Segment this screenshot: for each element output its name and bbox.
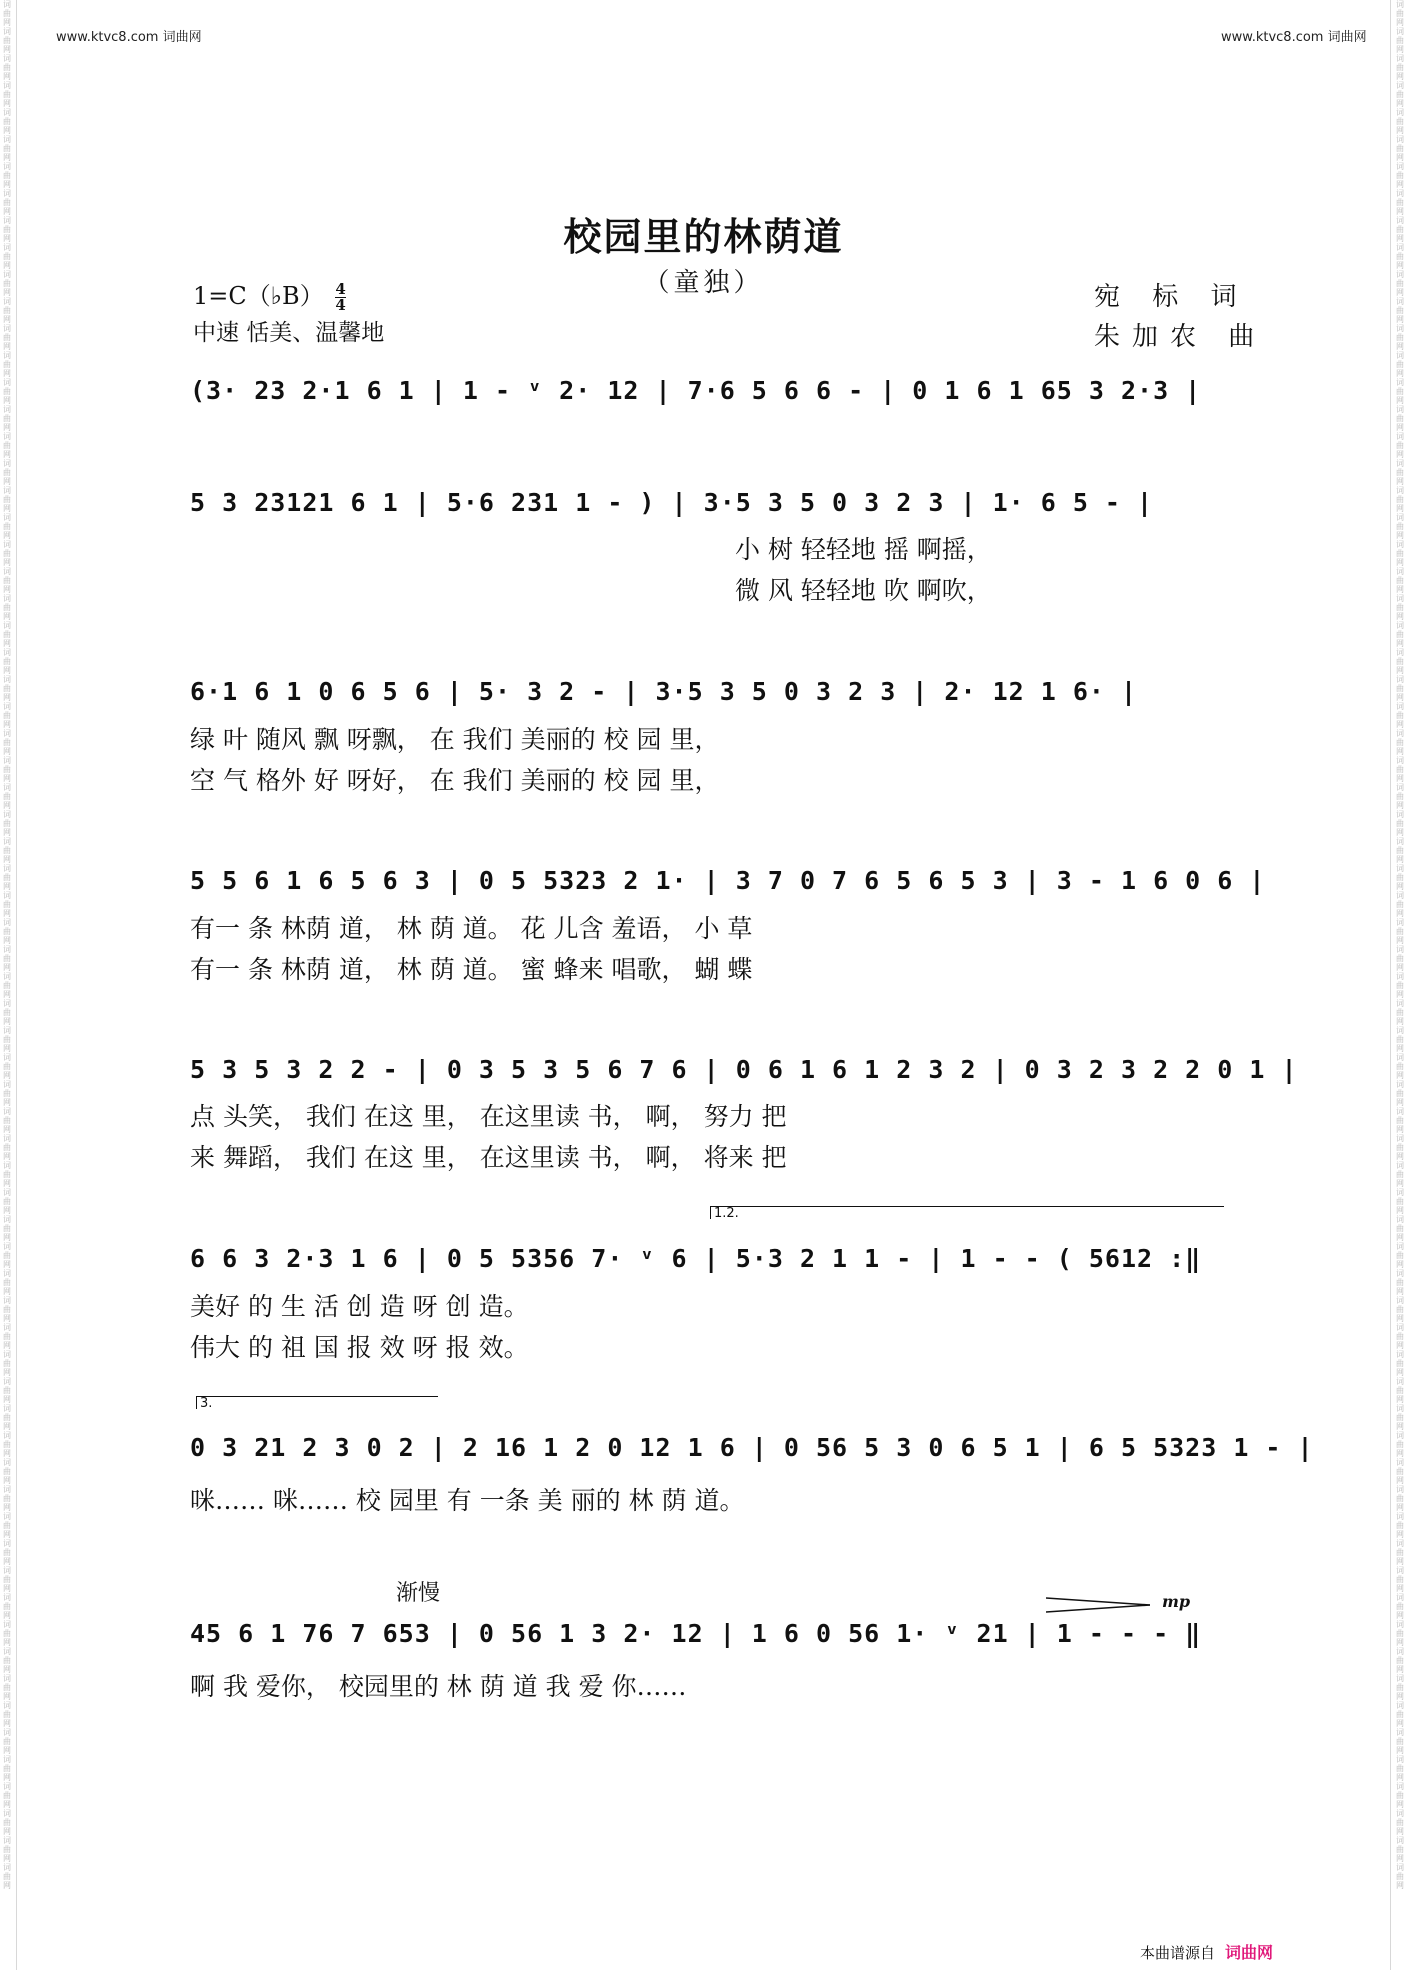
watermark-mark: 词 曲 网 [1396,675,1404,702]
time-signature [335,282,345,313]
watermark-mark: 词 曲 网 [3,1323,11,1350]
watermark-mark: 词 曲 网 [3,540,11,567]
watermark-mark: 词 曲 网 [3,1296,11,1323]
watermark-mark: 词 曲 网 [3,1647,11,1674]
watermark-mark: 词 曲 网 [1396,216,1404,243]
notation-row-5: 5 3 5 3 2 2 - | 0 3 5 3 5 6 7 6 | 0 6 1 6 1 2 3 2 | 0 3 2 3 2 2 0 1 | [190,1055,1298,1084]
watermark-mark: 词 曲 网 [1396,324,1404,351]
watermark-mark: 词 曲 网 [1396,1350,1404,1377]
watermark-mark: 词 曲 网 [3,1026,11,1053]
watermark-mark: 词 曲 网 [1396,1863,1404,1890]
watermark-mark: 词 曲 网 [1396,189,1404,216]
lyric-line-8a: 啊 我 爱你， 校园里的 林 荫 道 我 爱 你…… [190,1672,687,1701]
watermark-mark: 词 曲 网 [3,27,11,54]
watermark-mark: 词 曲 网 [1396,1026,1404,1053]
watermark-mark: 词 曲 网 [3,432,11,459]
watermark-mark: 词 曲 网 [1396,1485,1404,1512]
watermark-mark: 词 曲 网 [1396,1188,1404,1215]
watermark-mark: 词 曲 网 [1396,351,1404,378]
watermark-mark: 词 曲 网 [3,729,11,756]
composer-credit: 朱加农 曲 [1094,322,1267,352]
watermark-mark: 词 曲 网 [3,1080,11,1107]
watermark-mark: 词 曲 网 [3,135,11,162]
watermark-mark: 词 曲 网 [3,486,11,513]
watermark-mark: 词 曲 网 [1396,54,1404,81]
watermark-mark: 词 曲 网 [1396,648,1404,675]
watermark-mark: 词 曲 网 [1396,243,1404,270]
notation-row-8: 45 6 1 76 7 653 | 0 56 1 3 2· 12 | 1 6 0 56 1· ᵛ 21 | 1 - - - ‖ [190,1619,1202,1648]
watermark-mark: 词 曲 网 [3,1107,11,1134]
watermark-mark: 词 曲 网 [1396,540,1404,567]
watermark-mark: 词 曲 网 [1396,1431,1404,1458]
watermark-mark: 词 曲 网 [3,1782,11,1809]
watermark-mark: 词 曲 网 [3,756,11,783]
watermark-mark: 词 曲 网 [1396,945,1404,972]
watermark-mark: 词 曲 网 [3,405,11,432]
watermark-mark: 词 曲 网 [1396,378,1404,405]
watermark-mark: 词 曲 网 [1396,783,1404,810]
volta-1-2: 1.2. [710,1206,1224,1219]
notation-row-4: 5 5 6 1 6 5 6 3 | 0 5 5323 2 1· | 3 7 0 7 6 5 6 5 3 | 3 - 1 6 0 6 | [190,866,1266,895]
volta-3: 3. [196,1396,438,1409]
watermark-mark: 词 曲 网 [3,1242,11,1269]
watermark-mark: 词 曲 网 [3,108,11,135]
watermark-mark: 词 曲 网 [3,675,11,702]
watermark-mark: 词 曲 网 [3,1755,11,1782]
watermark-mark: 词 曲 网 [3,243,11,270]
watermark-mark: 词 曲 网 [1396,972,1404,999]
watermark-mark: 词 曲 网 [1396,1701,1404,1728]
watermark-mark: 词 曲 网 [1396,81,1404,108]
watermark-mark: 词 曲 网 [3,648,11,675]
watermark-mark: 词 曲 网 [3,1269,11,1296]
watermark-mark: 词 曲 网 [3,594,11,621]
watermark-mark: 词 曲 网 [3,810,11,837]
watermark-mark: 词 曲 网 [3,378,11,405]
watermark-mark: 词 曲 网 [1396,918,1404,945]
watermark-mark: 词 曲 网 [3,1350,11,1377]
watermark-mark: 词 曲 网 [3,621,11,648]
watermark-mark: 词 曲 网 [1396,1377,1404,1404]
watermark-mark: 词 曲 网 [3,1809,11,1836]
lyric-line-3b: 空 气 格外 好 呀好， 在 我们 美丽的 校 园 里， [190,766,720,795]
watermark-mark: 词 曲 网 [3,1134,11,1161]
song-title: 校园里的林荫道 [563,214,844,259]
watermark-mark: 词 曲 网 [3,459,11,486]
watermark-mark: 词 曲 网 [3,189,11,216]
lyric-line-3a: 绿 叶 随风 飘 呀飘， 在 我们 美丽的 校 园 里， [190,725,720,754]
watermark-mark: 词 曲 网 [3,1701,11,1728]
watermark-mark: 词 曲 网 [1396,1647,1404,1674]
watermark-mark: 词 曲 网 [1396,1323,1404,1350]
watermark-mark: 词 曲 网 [3,891,11,918]
watermark-mark: 词 曲 网 [3,1485,11,1512]
lyric-line-2b: 微 风 轻轻地 吹 啊吹， [735,576,992,605]
footer-source-text: 本曲谱源自 [1140,1944,1216,1962]
watermark-mark: 词 曲 网 [3,1512,11,1539]
watermark-mark: 词 曲 网 [3,1188,11,1215]
watermark-mark: 词 曲 网 [1396,837,1404,864]
notation-row-3: 6·1 6 1 0 6 5 6 | 5· 3 2 - | 3·5 3 5 0 3 2 3 | 2· 12 1 6· | [190,677,1138,706]
key-text: 1=C（♭B） [193,282,324,310]
watermark-mark: 词 曲 网 [1396,1053,1404,1080]
watermark-mark: 词 曲 网 [3,567,11,594]
watermark-mark: 词 曲 网 [3,1215,11,1242]
watermark-mark: 词 曲 网 [3,864,11,891]
watermark-mark: 词 曲 网 [3,351,11,378]
lyric-line-2a: 小 树 轻轻地 摇 啊摇， [735,535,992,564]
watermark-mark: 词 曲 网 [3,162,11,189]
watermark-mark: 词 曲 网 [3,1404,11,1431]
watermark-mark: 词 曲 网 [3,1620,11,1647]
watermark-mark: 词 曲 网 [3,1674,11,1701]
watermark-mark: 词 曲 网 [1396,594,1404,621]
watermark-mark: 词 曲 网 [1396,621,1404,648]
lyric-line-6b: 伟大 的 祖 国 报 效 呀 报 效。 [190,1333,529,1362]
watermark-mark: 词 曲 网 [3,1161,11,1188]
watermark-mark: 词 曲 网 [3,54,11,81]
ritardando-direction: 渐慢 [396,1581,441,1606]
lyric-line-7a: 咪…… 咪…… 校 园里 有 一条 美 丽的 林 荫 道。 [190,1486,745,1515]
watermark-mark: 词 曲 网 [1396,405,1404,432]
footer-brand-logo[interactable]: 词曲网 [1225,1943,1274,1962]
watermark-mark: 词 曲 网 [3,837,11,864]
watermark-mark: 词 曲 网 [1396,1404,1404,1431]
watermark-mark: 词 曲 网 [1396,1620,1404,1647]
watermark-mark: 词 曲 网 [1396,756,1404,783]
watermark-mark: 词 曲 网 [3,1836,11,1863]
lyric-line-5a: 点 头笑， 我们 在这 里， 在这里读 书， 啊， 努力 把 [190,1102,787,1131]
notation-row-6: 6 6 3 2·3 1 6 | 0 5 5356 7· ᵛ 6 | 5·3 2 1 1 - | 1 - - ( 5612 :‖ [190,1244,1202,1273]
watermark-mark: 词 曲 网 [1396,864,1404,891]
watermark-mark: 词 曲 网 [1396,702,1404,729]
watermark-mark: 词 曲 网 [3,297,11,324]
watermark-mark: 词 曲 网 [3,513,11,540]
watermark-mark: 词 曲 网 [1396,1755,1404,1782]
watermark-mark: 词 曲 网 [1396,1269,1404,1296]
watermark-mark: 词 曲 网 [3,783,11,810]
watermark-mark: 词 曲 网 [1396,270,1404,297]
song-subtitle: （童独） [643,268,764,298]
watermark-mark: 词 曲 网 [3,1458,11,1485]
lyricist-credit: 宛 标 词 [1094,282,1249,312]
watermark-mark: 词 曲 网 [1396,459,1404,486]
watermark-mark: 词 曲 网 [1396,1215,1404,1242]
notation-row-2: 5 3 23121 6 1 | 5·6 231 1 - ) | 3·5 3 5 0 3 2 3 | 1· 6 5 - | [190,488,1154,517]
watermark-mark: 词 曲 网 [1396,0,1404,27]
watermark-mark: 词 曲 网 [1396,1242,1404,1269]
watermark-mark: 词 曲 网 [1396,1809,1404,1836]
watermark-mark: 词 曲 网 [1396,1080,1404,1107]
header-site-left[interactable]: www.ktvc8.com 词曲网 [56,30,202,45]
watermark-mark: 词 曲 网 [1396,108,1404,135]
watermark-mark: 词 曲 网 [3,972,11,999]
watermark-mark: 词 曲 网 [1396,1836,1404,1863]
watermark-mark: 词 曲 网 [1396,1161,1404,1188]
lyric-line-4a: 有一 条 林荫 道， 林 荫 道。 花 儿含 羞语， 小 草 [190,914,753,943]
watermark-mark: 词 曲 网 [3,1539,11,1566]
watermark-mark: 词 曲 网 [1396,1296,1404,1323]
watermark-mark: 词 曲 网 [3,1728,11,1755]
watermark-mark: 词 曲 网 [1396,486,1404,513]
watermark-mark: 词 曲 网 [1396,567,1404,594]
watermark-mark: 词 曲 网 [3,216,11,243]
watermark-mark: 词 曲 网 [3,1377,11,1404]
dynamic-mark: mp [1162,1592,1191,1611]
watermark-mark: 词 曲 网 [3,1593,11,1620]
watermark-mark: 词 曲 网 [3,1053,11,1080]
watermark-mark: 词 曲 网 [1396,891,1404,918]
watermark-mark: 词 曲 网 [3,918,11,945]
watermark-mark: 词 曲 网 [3,1863,11,1890]
watermark-mark: 词 曲 网 [1396,1134,1404,1161]
watermark-mark: 词 曲 网 [1396,1458,1404,1485]
decrescendo-hairpin [1046,1596,1150,1614]
watermark-mark: 词 曲 网 [1396,729,1404,756]
header-site-right[interactable]: www.ktvc8.com 词曲网 [1221,30,1367,45]
watermark-mark: 词 曲 网 [1396,810,1404,837]
watermark-mark: 词 曲 网 [1396,1539,1404,1566]
watermark-mark: 词 曲 网 [3,1431,11,1458]
notation-row-1: (3· 23 2·1 6 1 | 1 - ᵛ 2· 12 | 7·6 5 6 6 - | 0 1 6 1 65 3 2·3 | [190,376,1202,405]
watermark-mark: 词 曲 网 [1396,999,1404,1026]
watermark-mark: 词 曲 网 [1396,135,1404,162]
watermark-mark: 词 曲 网 [1396,1728,1404,1755]
watermark-mark: 词 曲 网 [3,999,11,1026]
watermark-mark: 词 曲 网 [3,1566,11,1593]
watermark-mark: 词 曲 网 [1396,1107,1404,1134]
lyric-line-4b: 有一 条 林荫 道， 林 荫 道。 蜜 蜂来 唱歌， 蝴 蝶 [190,955,753,984]
watermark-mark: 词 曲 网 [1396,432,1404,459]
watermark-mark: 词 曲 网 [1396,162,1404,189]
lyric-line-5b: 来 舞蹈， 我们 在这 里， 在这里读 书， 啊， 将来 把 [190,1143,787,1172]
watermark-mark: 词 曲 网 [3,702,11,729]
watermark-mark: 词 曲 网 [3,0,11,27]
time-top: 4 [335,280,346,298]
watermark-mark: 词 曲 网 [1396,1782,1404,1809]
watermark-mark: 词 曲 网 [3,81,11,108]
watermark-mark: 词 曲 网 [3,945,11,972]
tempo-marking: 中速 恬美、温馨地 [193,320,385,346]
key-signature [193,276,346,313]
lyric-line-6a: 美好 的 生 活 创 造 呀 创 造。 [190,1292,529,1321]
watermark-mark: 词 曲 网 [1396,513,1404,540]
watermark-mark: 词 曲 网 [1396,297,1404,324]
time-bottom: 4 [335,296,346,314]
watermark-mark: 词 曲 网 [1396,27,1404,54]
watermark-mark: 词 曲 网 [3,270,11,297]
watermark-mark: 词 曲 网 [3,324,11,351]
watermark-mark: 词 曲 网 [1396,1674,1404,1701]
watermark-mark: 词 曲 网 [1396,1566,1404,1593]
watermark-mark: 词 曲 网 [1396,1512,1404,1539]
notation-row-7: 0 3 21 2 3 0 2 | 2 16 1 2 0 12 1 6 | 0 56 5 3 0 6 5 1 | 6 5 5323 1 - | [190,1433,1314,1462]
watermark-mark: 词 曲 网 [1396,1593,1404,1620]
footer-source [1140,1940,1273,1963]
